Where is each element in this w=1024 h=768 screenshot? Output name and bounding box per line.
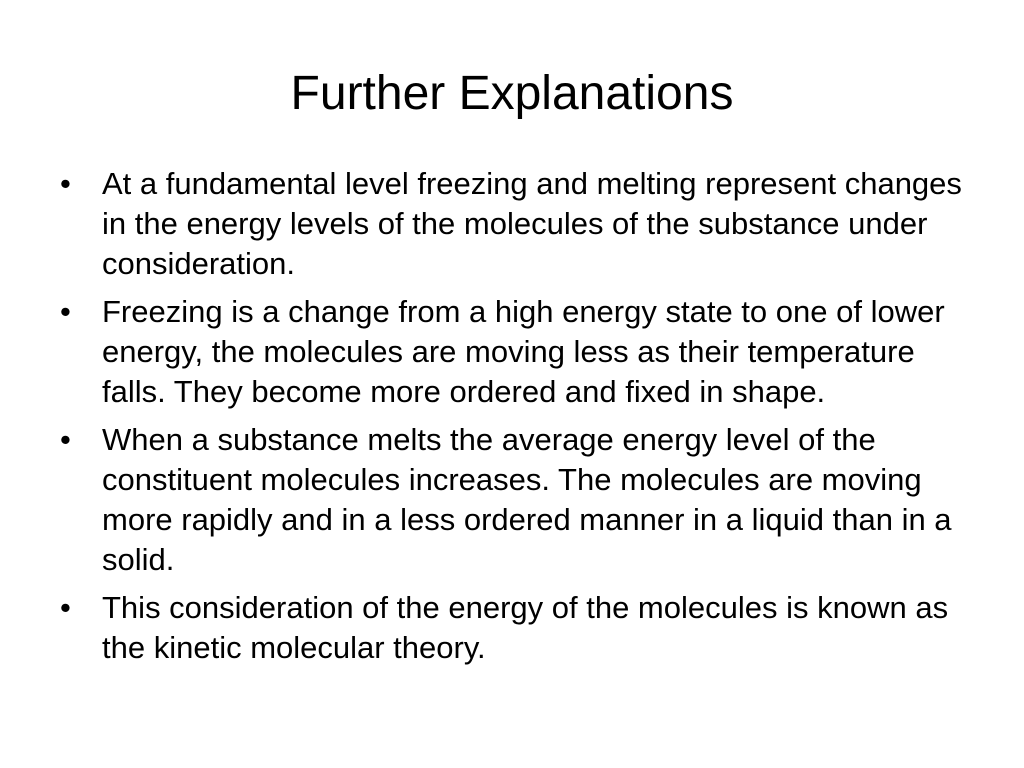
bullet-item [56,420,976,580]
bullet-list [56,164,976,676]
bullet-text: This consideration of the energy of the molecules is known as the kinetic molecular theory. [102,590,949,665]
bullet-item [56,588,976,668]
bullet-marker: • [60,166,71,201]
bullet-marker: • [60,422,71,457]
bullet-marker: • [60,590,71,625]
bullet-item [56,292,976,412]
bullet-text: Freezing is a change from a high energy state to one of lower energy, the molecules are moving less as their temperature falls. They become more ordered and fixed in shape. [102,294,945,409]
bullet-item [56,164,976,284]
bullet-marker: • [60,294,71,329]
bullet-text: At a fundamental level freezing and melting represent changes in the energy levels of the molecules of the substance under consideration. [102,166,962,281]
bullet-text: When a substance melts the average energy level of the constituent molecules increases. The molecules are moving more rapidly and in a less ordered manner in a liquid than in a solid. [102,422,952,577]
slide-title: Further Explanations [290,67,734,120]
